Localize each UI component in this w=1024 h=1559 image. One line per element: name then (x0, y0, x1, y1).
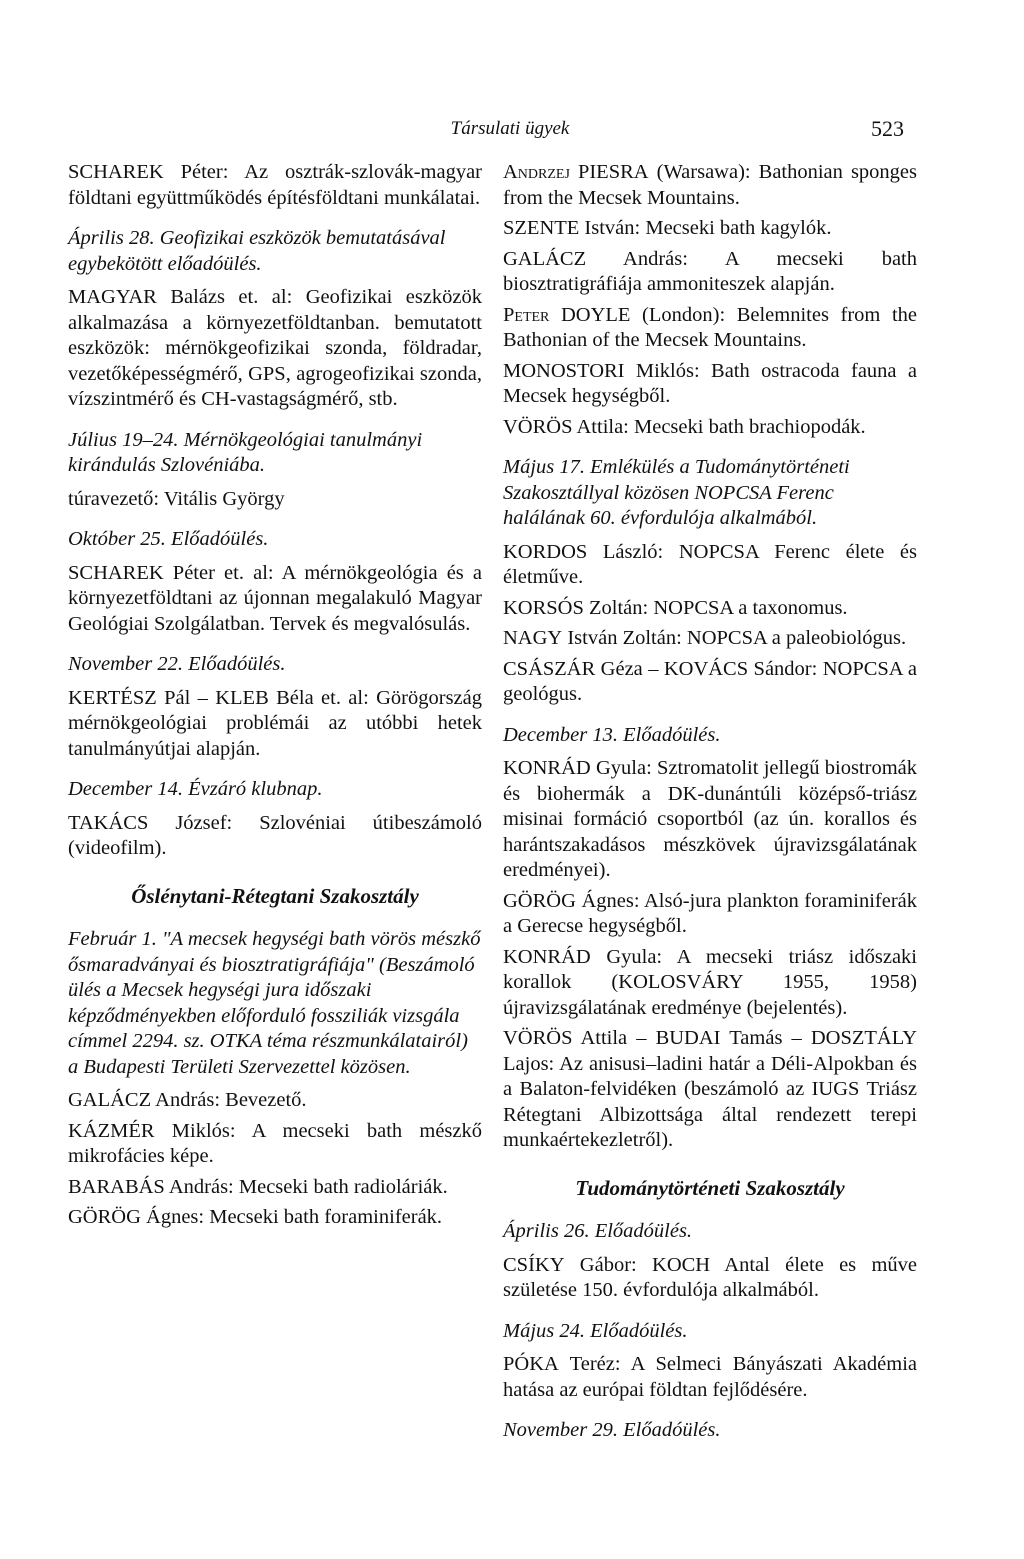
lecture-entry (503, 247, 917, 298)
author-name: SZENTE (503, 217, 580, 239)
author-name: SCHAREK (68, 161, 164, 183)
author-name: KONRÁD (503, 757, 591, 779)
entry-text: Teréz: A Selmeci Bányászati Akadémia hatása az európai földtan fejlődésére. (503, 1353, 917, 1401)
entry-text: András: Mecseki bath radioláriák. (164, 1175, 448, 1198)
lecture-entry (503, 596, 917, 622)
author-name: GALÁCZ (503, 247, 587, 270)
entry-text: Zoltán: NOPCSA a taxonomus. (583, 596, 848, 619)
entry-text: Ágnes: Mecseki bath foraminiferák. (140, 1206, 443, 1228)
author-name: SCHAREK (68, 561, 164, 584)
section-title: Őslénytani-Rétegtani Szakosztály (131, 883, 419, 908)
lecture-entry (503, 1026, 917, 1154)
event-date-heading: November 22. Előadóülés. (68, 653, 286, 675)
lecture-entry (68, 1088, 482, 1114)
lecture-entry (503, 756, 917, 884)
entry-text: Ágnes: Alsó-jura plankton foraminiferák a Gerecse hegységből. (503, 889, 917, 937)
page-number: 523 (871, 116, 904, 141)
lecture-entry (503, 1352, 917, 1403)
author-name: KONRÁD (503, 945, 591, 968)
entry-text: Attila: Mecseki bath brachiopodák. (572, 415, 866, 438)
author-name: BUDAI (655, 1027, 721, 1049)
author-name: GÖRÖG (68, 1206, 141, 1228)
event-date-heading: December 13. Előadóülés. (503, 723, 721, 746)
author-name: KORSÓS (503, 596, 584, 619)
section-title: Tudománytörténeti Szakosztály (575, 1175, 845, 1200)
entry-text: András: Bevezető. (151, 1089, 307, 1111)
lecture-entry (68, 285, 482, 413)
entry-text: Péter: Az osztrák-szlovák-magyar földtani együttműködés építésföldtani munkálatai. (68, 161, 482, 209)
entry-text: Attila – (572, 1027, 656, 1049)
author-name: VÖRÖS (503, 1027, 573, 1049)
author-name: PÓKA (503, 1353, 559, 1375)
left-column (68, 160, 482, 1236)
entry-text: Balázs et. al: Geofizikai eszközök alkalmazása a környezetföldtanban. bemutatott eszközök: mérnökgeofizikai szonda, földradar, vezetőképességmérő, GPS, agrogeofizikai szonda, vízszintmérő és CH-vastagságmérő, stb. (68, 286, 482, 410)
event-date-heading: Május 17. Emlékülés a Tudománytörténeti Szakosztállyal közösen NOPCSA Ferenc halálának 60. évfordulója alkalmából. (503, 456, 850, 529)
lecture-entry (68, 160, 482, 211)
lecture-entry (503, 303, 917, 354)
entry-text: István: Mecseki bath kagylók. (579, 217, 832, 239)
lecture-entry (68, 811, 482, 862)
lecture-entry (503, 216, 917, 242)
event-date-heading: Február 1. "A mecsek hegységi bath vörös mészkő ősmaradványai és biosztratigráfiája" (Beszámoló ülés a Mecsek hegységi jura időszaki képződményekben előforduló fossziliák vizsgála címmel 2294. sz. OTKA téma részmunkálatairól) a Budapesti Területi Szervezettel közösen. (68, 928, 481, 1078)
lecture-entry (503, 540, 917, 591)
lecture-entry (68, 1175, 482, 1201)
event-date-heading: Október 25. Előadóülés. (68, 528, 269, 550)
right-column (503, 160, 917, 1452)
author-name: KLEB (215, 686, 269, 709)
entry-text: Gábor: KOCH Antal élete es műve születése 150. évfordulója alkalmából. (503, 1253, 917, 1301)
event-date-heading: Július 19–24. Mérnökgeológiai tanulmányi kirándulás Szlovéniába. (68, 428, 423, 476)
entry-text: Péter et. al: A mérnökgeológia és a környezetföldtani az újonnan megalakuló Magyar Geológiai Szolgálatban. Tervek és megvalósulás. (68, 561, 482, 635)
entry-text: Lajos: Az anisusi–ladini határ a Déli-Alpokban és a Balaton-felvidéken (beszámoló az IUGS Triász Rétegtani Albizottsága által rendezett terepi munkaértekezletről). (503, 1052, 917, 1151)
author-name: Andrzej PIESRA (503, 161, 649, 183)
entry-text: András: A mecseki bath biosztratigráfiája ammoniteszek alapján. (503, 247, 917, 295)
entry-text: túravezető: Vitális György (68, 487, 285, 510)
event-date-heading: November 29. Előadóülés. (503, 1419, 721, 1441)
author-name: NAGY (503, 627, 563, 649)
author-name: VÖRÖS (503, 415, 573, 438)
entry-text: Gyula: Sztromatolit jellegű biostromák és biohermák a DK-dunántúli középső-triász misinai formáció csoportból (az ún. korallos és harántszakadásos mészkövek újravizsgálatának eredményei). (503, 757, 917, 881)
entry-text: Miklós: Bath ostracoda fauna a Mecsek hegységből. (503, 359, 917, 407)
entry-text: Tamás – (720, 1027, 811, 1049)
entry-text: Sándor: NOPCSA a geológus. (503, 657, 917, 705)
author-name: GÖRÖG (503, 889, 576, 912)
lecture-entry (503, 1253, 917, 1304)
author-name: KERTÉSZ (68, 686, 157, 709)
author-name: MONOSTORI (503, 359, 625, 382)
author-name: Peter DOYLE (503, 303, 631, 326)
author-name: CSÍKY (503, 1253, 565, 1276)
author-name: BARABÁS (68, 1175, 165, 1198)
entry-text: Pál – (156, 686, 216, 709)
author-name: KÁZMÉR (68, 1119, 155, 1142)
lecture-entry (503, 626, 917, 652)
author-name: CSÁSZÁR (503, 657, 596, 680)
lecture-entry (68, 1205, 482, 1231)
event-date-heading: Április 26. Előadóülés. (503, 1220, 693, 1242)
lecture-entry (503, 415, 917, 441)
entry-text: (Warsawa): Bathonian sponges from the Mecsek Mountains. (503, 161, 918, 209)
lecture-entry (503, 945, 917, 1022)
lecture-entry (68, 561, 482, 638)
author-name: DOSZTÁLY (810, 1027, 917, 1049)
lecture-entry (68, 686, 482, 763)
lecture-entry (503, 889, 917, 940)
author-name: KOVÁCS (663, 657, 749, 680)
lecture-entry (68, 1119, 482, 1170)
event-date-heading: Május 24. Előadóülés. (503, 1319, 688, 1342)
running-header: Társulati ügyek (450, 118, 570, 139)
lecture-entry (68, 487, 482, 513)
author-name: GALÁCZ (68, 1089, 152, 1111)
event-date-heading: Április 28. Geofizikai eszközök bemutatásával egybekötött előadóülés. (68, 227, 446, 275)
entry-text: István Zoltán: NOPCSA a paleobiológus. (562, 627, 907, 649)
lecture-entry (503, 359, 917, 410)
author-name: TAKÁCS (68, 811, 149, 834)
author-name: MAGYAR (68, 286, 157, 308)
entry-text: (London): Belemnites from the Bathonian of the Mecsek Mountains. (503, 303, 917, 351)
lecture-entry (503, 160, 917, 211)
entry-text: Gyula: A mecseki triász időszaki korallok (KOLOSVÁRY 1955, 1958) újravizsgálatának eredménye (bejelentés). (503, 945, 917, 1019)
author-name: KORDOS (503, 540, 588, 563)
entry-text: Miklós: A mecseki bath mészkő mikrofácies képe. (68, 1119, 482, 1167)
event-date-heading: December 14. Évzáró klubnap. (68, 778, 323, 800)
entry-text: László: NOPCSA Ferenc élete és életműve. (503, 540, 917, 588)
entry-text: Béla et. al: Görögország mérnökgeológiai problémái az utóbbi hetek tanulmányútjai alapján. (68, 686, 482, 760)
lecture-entry (503, 657, 917, 708)
entry-text: József: Szlovéniai útibeszámoló (videofilm). (68, 811, 482, 859)
entry-text: Géza – (595, 657, 664, 680)
